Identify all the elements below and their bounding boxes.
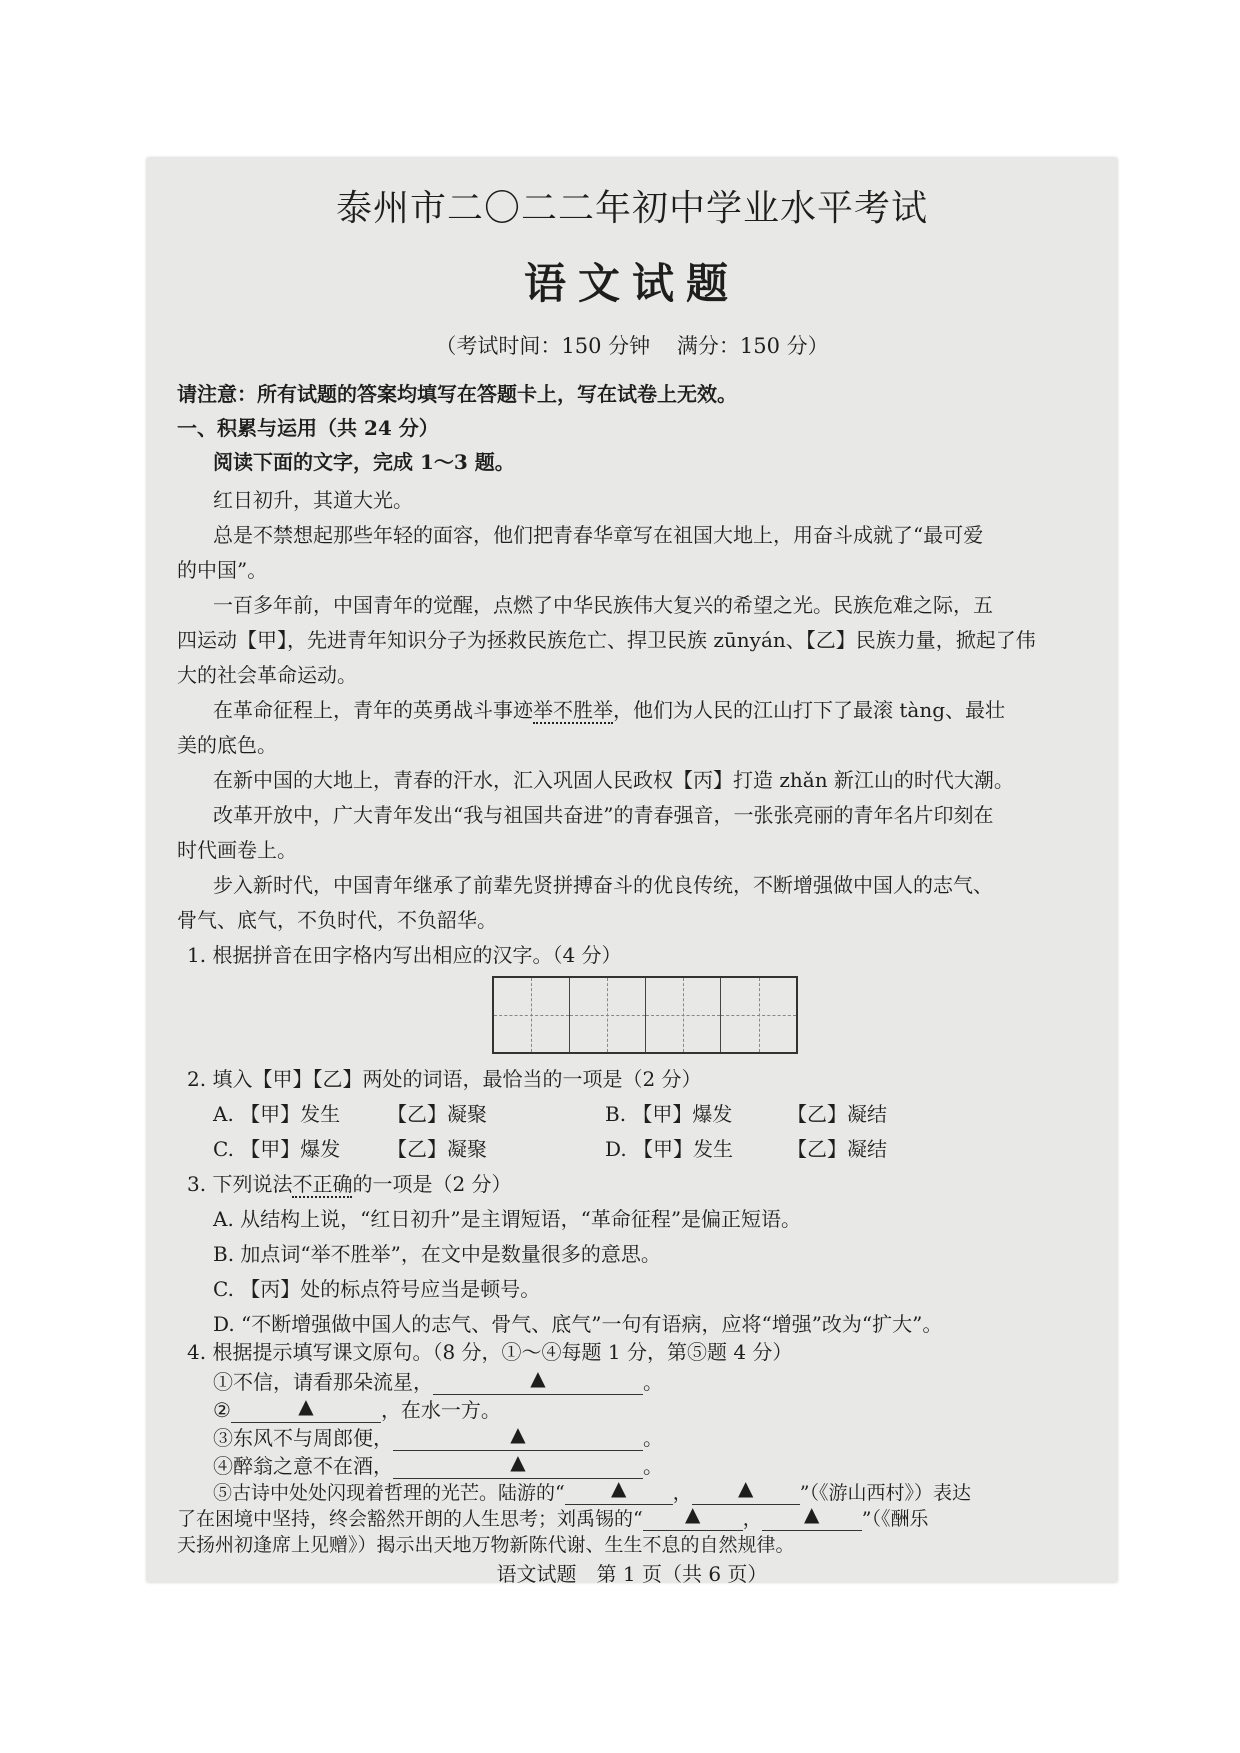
option-a: A. 从结构上说，“红日初升”是主谓短语，“革命征程”是偏正短语。 xyxy=(213,1207,802,1231)
fill-line-2: ② ▲ ，在水一方。 xyxy=(213,1394,501,1422)
passage-line: 美的底色。 xyxy=(177,733,277,757)
passage-line: 的中国”。 xyxy=(177,558,268,582)
exam-meta xyxy=(147,330,1117,360)
triangle-icon: ▲ xyxy=(685,1502,701,1526)
passage-line: 在新中国的大地上，青春的汗水，汇入巩固人民政权【丙】打造 zhǎn 新江山的时代大潮。 xyxy=(213,768,1014,792)
question-4-stem: 4. 根据提示填写课文原句。（8 分，①～④每题 1 分，第⑤题 4 分） xyxy=(187,1340,793,1364)
fill-line-6: 了在困境中坚持，终会豁然开朗的人生思考；刘禹锡的“ ▲ ， ▲ ”（《酬乐 xyxy=(177,1502,929,1530)
score-label: 满分：150 分） xyxy=(676,334,829,358)
dotted-word: 举不胜举 xyxy=(533,698,613,722)
option-c: C. 【甲】爆发 xyxy=(213,1137,341,1161)
grid-cell xyxy=(646,978,722,1052)
passage-line: 红日初升，其道大光。 xyxy=(213,488,413,512)
passage-line: 时代画卷上。 xyxy=(177,838,297,862)
passage-line: 一百多年前，中国青年的觉醒，点燃了中华民族伟大复兴的希望之光。民族危难之际，五 xyxy=(213,593,993,617)
option-d: D. “不断增强做中国人的志气、骨气、底气”一句有语病，应将“增强”改为“扩大”。 xyxy=(213,1312,943,1336)
triangle-icon: ▲ xyxy=(804,1502,820,1526)
page-footer: 语文试题 第 1 页（共 6 页） xyxy=(496,1562,768,1586)
passage-line: 步入新时代，中国青年继承了前辈先贤拼搏奋斗的优良传统，不断增强做中国人的志气、 xyxy=(213,873,993,897)
option-a: A. 【甲】发生 xyxy=(213,1102,341,1126)
option-a-2: 【乙】凝聚 xyxy=(387,1102,487,1126)
exam-paper xyxy=(147,158,1117,1586)
passage-line: 改革开放中，广大青年发出“我与祖国共奋进”的青春强音，一张张亮丽的青年名片印刻在 xyxy=(213,803,994,827)
fill-line-7: 天扬州初逢席上见赠》）揭示出天地万物新陈代谢、生生不息的自然规律。 xyxy=(177,1534,795,1556)
subject-title: 语文试题 xyxy=(523,259,740,308)
grid-cell xyxy=(494,978,570,1052)
passage-line: 在革命征程上，青年的英勇战斗事迹举不胜举，他们为人民的江山打下了最滚 tàng、最壮 xyxy=(213,698,1006,722)
dotted-word: 不正确 xyxy=(292,1172,353,1196)
triangle-icon: ▲ xyxy=(530,1366,546,1390)
grid-cell xyxy=(570,978,646,1052)
passage-line: 骨气、底气，不负时代，不负韶华。 xyxy=(177,908,497,932)
option-b: B. 【甲】爆发 xyxy=(605,1102,733,1126)
triangle-icon: ▲ xyxy=(611,1476,627,1500)
answer-blank xyxy=(565,1476,673,1505)
fill-line-3: ③东风不与周郎便， ▲ 。 xyxy=(213,1422,663,1450)
reading-lead: 阅读下面的文字，完成 1～3 题。 xyxy=(213,450,515,474)
option-d-2: 【乙】凝结 xyxy=(787,1137,887,1161)
option-d: D. 【甲】发生 xyxy=(605,1137,734,1161)
passage-line: 总是不禁想起那些年轻的面容，他们把青春华章写在祖国大地上，用奋斗成就了“最可爱 xyxy=(213,523,984,547)
notice: 请注意：所有试题的答案均填写在答题卡上，写在试卷上无效。 xyxy=(177,382,737,406)
answer-blank xyxy=(433,1366,643,1395)
fill-line-5: ⑤古诗中处处闪现着哲理的光芒。陆游的“ ▲ ， ▲ ”（《游山西村》）表达 xyxy=(213,1476,971,1504)
fill-line-1: ①不信，请看那朵流星， ▲ 。 xyxy=(213,1366,663,1394)
option-c: C. 【丙】处的标点符号应当是顿号。 xyxy=(213,1277,541,1301)
answer-blank xyxy=(692,1476,800,1505)
triangle-icon: ▲ xyxy=(510,1422,526,1446)
answer-blank xyxy=(643,1502,743,1531)
passage-line: 大的社会革命运动。 xyxy=(177,663,357,687)
option-b: B. 加点词“举不胜举”，在文中是数量很多的意思。 xyxy=(213,1242,661,1266)
triangle-icon: ▲ xyxy=(298,1394,314,1418)
question-3-stem: 3. 下列说法不正确的一项是（2 分） xyxy=(187,1172,512,1196)
exam-title: 泰州市二〇二二年初中学业水平考试 xyxy=(335,188,928,229)
triangle-icon: ▲ xyxy=(738,1476,754,1500)
question-1-stem: 1. 根据拼音在田字格内写出相应的汉字。（4 分） xyxy=(187,943,622,967)
answer-blank xyxy=(762,1502,862,1531)
question-2-stem: 2. 填入【甲】【乙】两处的词语，最恰当的一项是（2 分） xyxy=(187,1067,702,1091)
section-heading: 一、积累与运用（共 24 分） xyxy=(177,416,439,440)
fill-line-4: ④醉翁之意不在酒， ▲ 。 xyxy=(213,1450,663,1478)
grid-cell xyxy=(721,978,796,1052)
triangle-icon: ▲ xyxy=(510,1450,526,1474)
option-c-2: 【乙】凝聚 xyxy=(387,1137,487,1161)
option-b-2: 【乙】凝结 xyxy=(787,1102,887,1126)
tianzige-grid xyxy=(492,976,798,1054)
time-label: （考试时间：150 分钟 xyxy=(435,334,651,358)
passage-line: 四运动【甲】，先进青年知识分子为拯救民族危亡、捍卫民族 zūnyán、【乙】民族力量，掀起了伟 xyxy=(177,628,1036,652)
